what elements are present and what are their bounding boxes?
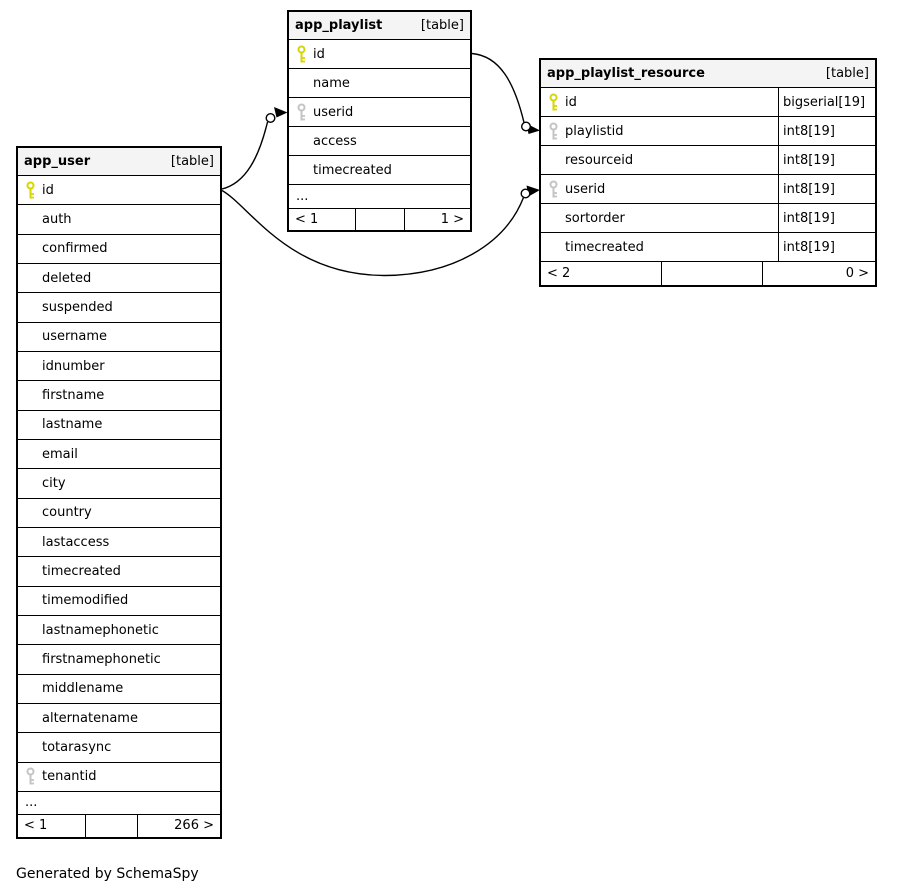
- column-row: [18, 264, 220, 293]
- no-key-spacer: [18, 445, 42, 464]
- column-row: [541, 146, 875, 175]
- primary-key-icon: [541, 93, 565, 112]
- table-type-label: [table]: [420, 18, 464, 33]
- footer-child-count: 0 >: [845, 266, 869, 281]
- column-name: playlistid: [565, 123, 624, 139]
- column-name: resourceid: [565, 152, 634, 168]
- table-app_user[interactable]: [16, 146, 222, 839]
- column-name: confirmed: [42, 241, 108, 257]
- column-name: userid: [565, 181, 606, 197]
- column-name: alternatename: [42, 710, 138, 726]
- column-row: [18, 381, 220, 410]
- column-row: [18, 323, 220, 352]
- column-row: [18, 235, 220, 264]
- column-name: username: [42, 329, 107, 345]
- column-name: access: [313, 133, 357, 149]
- footer-parent-count: < 1: [289, 209, 356, 230]
- no-key-spacer: [18, 650, 42, 669]
- column-row: [18, 293, 220, 322]
- column-row: [289, 98, 470, 127]
- column-row: [18, 411, 220, 440]
- no-key-spacer: [18, 562, 42, 581]
- column-name: lastaccess: [42, 534, 110, 550]
- no-key-spacer: [18, 533, 42, 552]
- no-key-spacer: [18, 210, 42, 229]
- column-row: [541, 175, 875, 204]
- foreign-key-icon: [289, 103, 313, 122]
- column-name: name: [313, 75, 350, 91]
- column-name: id: [313, 46, 325, 62]
- no-key-spacer: [18, 503, 42, 522]
- column-name: userid: [313, 104, 354, 120]
- no-key-spacer: [541, 238, 565, 257]
- column-name: country: [42, 505, 92, 521]
- column-type: bigserial[19]: [778, 88, 875, 116]
- column-row: [289, 127, 470, 156]
- column-name: timecreated: [565, 239, 644, 255]
- table-app_playlist_resource[interactable]: [539, 58, 877, 287]
- no-key-spacer: [541, 151, 565, 170]
- column-name: firstname: [42, 387, 105, 403]
- no-key-spacer: [18, 591, 42, 610]
- footer-parent-count: < 2: [541, 262, 662, 285]
- column-name: city: [42, 475, 66, 491]
- column-list: [541, 88, 875, 262]
- table-footer: [541, 262, 875, 285]
- column-name: middlename: [42, 681, 124, 697]
- column-row: [18, 645, 220, 674]
- column-name: id: [42, 182, 54, 198]
- column-type: int8[19]: [778, 175, 875, 203]
- column-row: [289, 156, 470, 185]
- column-row: [18, 675, 220, 704]
- table-header[interactable]: [18, 148, 220, 176]
- footer-middle-cell: [662, 262, 763, 285]
- column-name: auth: [42, 211, 72, 227]
- relationship-line-app_user-id-to-app_playlist-userid: [222, 107, 288, 189]
- no-key-spacer: [18, 239, 42, 258]
- table-type-label: [table]: [170, 154, 214, 169]
- column-row: [18, 704, 220, 733]
- footer-middle-cell: [356, 209, 405, 230]
- column-row: [18, 587, 220, 616]
- column-row: [541, 117, 875, 146]
- no-key-spacer: [18, 709, 42, 728]
- footer-middle-cell: [86, 815, 138, 837]
- no-key-spacer: [18, 621, 42, 640]
- table-name: app_playlist: [295, 18, 383, 33]
- table-header[interactable]: [289, 12, 470, 40]
- no-key-spacer: [18, 386, 42, 405]
- column-row: [18, 616, 220, 645]
- column-row: [289, 40, 470, 69]
- column-name: timecreated: [42, 563, 121, 579]
- generated-by-credit: Generated by SchemaSpy: [16, 866, 199, 882]
- column-name: timemodified: [42, 593, 129, 609]
- no-key-spacer: [18, 415, 42, 434]
- column-row: [18, 352, 220, 381]
- no-key-spacer: [289, 132, 313, 151]
- foreign-key-icon: [18, 767, 42, 786]
- foreign-key-icon: [541, 180, 565, 199]
- relationship-line-app_playlist-id-to-app_playlist_resource-playlistid: [472, 54, 540, 135]
- no-key-spacer: [18, 298, 42, 317]
- column-row: [18, 469, 220, 498]
- column-name: lastname: [42, 417, 103, 433]
- column-name: idnumber: [42, 358, 105, 374]
- no-key-spacer: [18, 327, 42, 346]
- column-name: totarasync: [42, 739, 112, 755]
- no-key-spacer: [289, 74, 313, 93]
- footer-child-count: 266 >: [174, 818, 214, 834]
- no-key-spacer: [18, 738, 42, 757]
- arrowhead-icon: [527, 124, 541, 135]
- no-key-spacer: [18, 357, 42, 376]
- table-footer: [289, 209, 470, 230]
- ellipsis-row: ...: [289, 185, 470, 209]
- column-name: firstnamephonetic: [42, 651, 161, 667]
- column-row: [18, 499, 220, 528]
- column-list: [18, 176, 220, 792]
- column-type: int8[19]: [778, 204, 875, 232]
- table-name: app_playlist_resource: [547, 66, 705, 81]
- circle-connector-icon: [521, 189, 530, 198]
- foreign-key-icon: [541, 122, 565, 141]
- arrowhead-icon: [527, 186, 541, 197]
- column-name: lastnamephonetic: [42, 622, 159, 638]
- column-row: [18, 176, 220, 205]
- footer-child-count: 1 >: [440, 212, 464, 227]
- primary-key-icon: [18, 181, 42, 200]
- table-type-label: [table]: [825, 66, 869, 81]
- ellipsis-row: ...: [18, 792, 220, 815]
- column-row: [18, 528, 220, 557]
- column-row: [541, 204, 875, 233]
- column-row: [18, 763, 220, 792]
- column-name: deleted: [42, 270, 92, 286]
- circle-connector-icon: [522, 122, 531, 131]
- column-row: [18, 557, 220, 586]
- no-key-spacer: [289, 161, 313, 180]
- column-type: int8[19]: [778, 146, 875, 174]
- column-name: id: [565, 94, 577, 110]
- table-footer: [18, 815, 220, 837]
- column-list: [289, 40, 470, 185]
- table-app_playlist[interactable]: [287, 10, 472, 232]
- column-name: email: [42, 446, 78, 462]
- column-row: [18, 440, 220, 469]
- no-key-spacer: [18, 269, 42, 288]
- primary-key-icon: [289, 45, 313, 64]
- column-row: [18, 733, 220, 762]
- column-name: timecreated: [313, 162, 392, 178]
- no-key-spacer: [18, 474, 42, 493]
- table-header[interactable]: [541, 60, 875, 88]
- column-row: [289, 69, 470, 98]
- column-row: [18, 205, 220, 234]
- column-type: int8[19]: [778, 117, 875, 145]
- column-name: tenantid: [42, 769, 97, 785]
- no-key-spacer: [18, 679, 42, 698]
- column-row: [541, 88, 875, 117]
- no-key-spacer: [541, 209, 565, 228]
- arrowhead-icon: [274, 107, 288, 118]
- column-name: suspended: [42, 299, 113, 315]
- column-name: sortorder: [565, 210, 625, 226]
- circle-connector-icon: [266, 114, 275, 123]
- column-row: [541, 233, 875, 262]
- footer-parent-count: < 1: [18, 815, 86, 837]
- table-name: app_user: [24, 154, 91, 169]
- column-type: int8[19]: [778, 233, 875, 261]
